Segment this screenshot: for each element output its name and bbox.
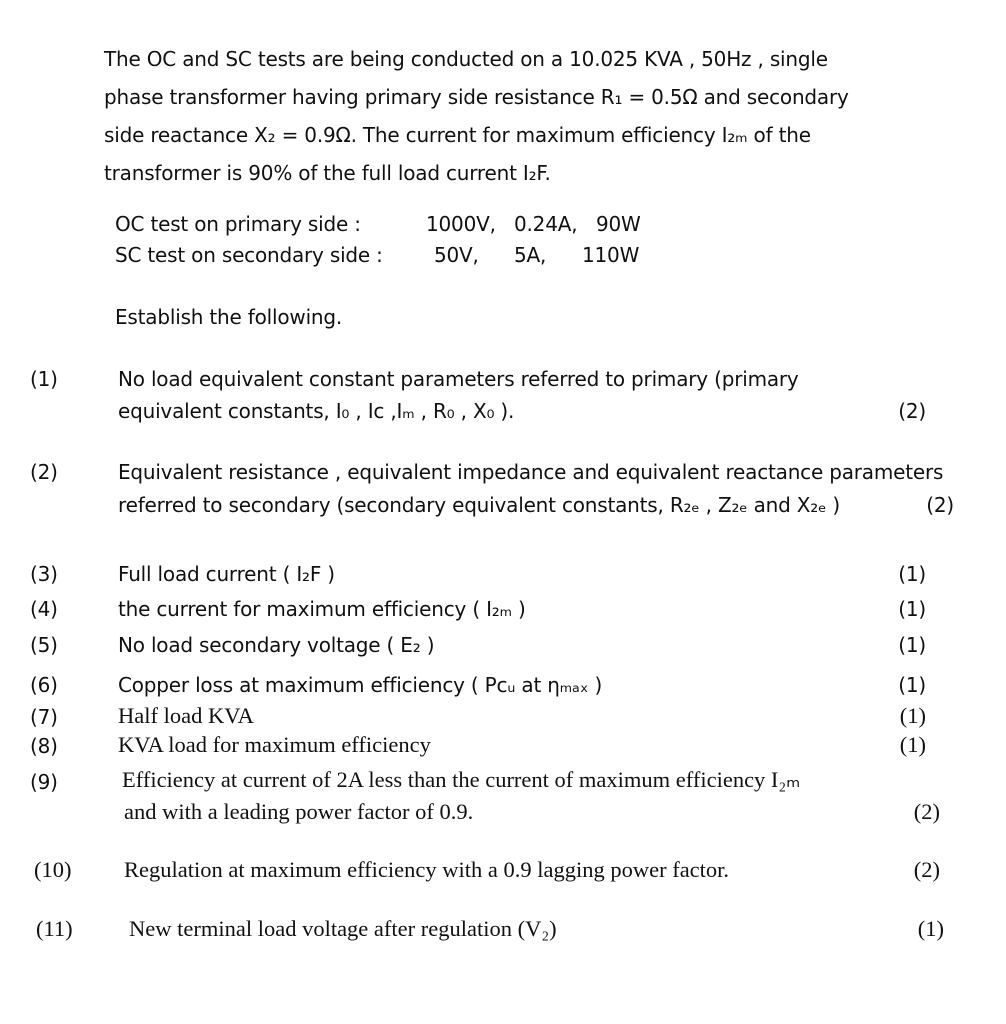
question-text: equivalent constants, I₀ , Iᴄ ,Iₘ , R₀ , X₀ ). (118, 399, 515, 423)
intro-line: The OC and SC tests are being conducted on a 10.025 KVA , 50Hz , single (104, 47, 828, 71)
question-number: (5) (30, 633, 58, 657)
oc-power: 90W (596, 212, 641, 236)
question-number: (4) (30, 597, 58, 621)
question-marks: (1) (917, 916, 944, 941)
question-text: Efficiency at current of 2A less than the current of maximum efficiency I₂ₘ (122, 767, 801, 792)
question-number: (8) (30, 734, 58, 758)
question-marks: (2) (926, 493, 954, 517)
question-text: Half load KVA (118, 703, 254, 728)
question-marks: (2) (913, 857, 940, 882)
question-marks: (1) (898, 633, 926, 657)
question-text: Regulation at maximum efficiency with a 0.9 lagging power factor. (124, 857, 730, 882)
question-text: New terminal load voltage after regulation (V₂) (129, 916, 557, 941)
question-marks: (2) (913, 799, 940, 824)
question-number: (10) (34, 857, 72, 882)
question-marks: (1) (898, 673, 926, 697)
question-text: and with a leading power factor of 0.9. (124, 799, 474, 824)
question-number: (2) (30, 460, 58, 484)
intro-line: phase transformer having primary side resistance R₁ = 0.5Ω and secondary (104, 85, 849, 109)
question-text: KVA load for maximum efficiency (118, 732, 431, 757)
question-number: (7) (30, 705, 58, 729)
question-text: No load secondary voltage ( E₂ ) (118, 633, 435, 657)
question-text: the current for maximum efficiency ( I₂ₘ ) (118, 597, 526, 621)
oc-voltage: 1000V, (426, 212, 496, 236)
sc-current: 5A, (514, 243, 547, 267)
question-marks: (1) (899, 703, 926, 728)
oc-current: 0.24A, (514, 212, 578, 236)
question-marks: (1) (898, 597, 926, 621)
sc-voltage: 50V, (434, 243, 479, 267)
question-marks: (2) (898, 399, 926, 423)
question-number: (9) (30, 770, 58, 794)
problem-statement (104, 40, 904, 192)
intro-line: transformer is 90% of the full load current I₂F. (104, 161, 551, 185)
question-text: Copper loss at maximum efficiency ( Pᴄᵤ at ηₘₐₓ ) (118, 673, 603, 697)
question-number: (3) (30, 562, 58, 586)
question-text: Full load current ( I₂F ) (118, 562, 335, 586)
question-marks: (1) (898, 562, 926, 586)
sc-test-label: SC test on secondary side : (115, 243, 383, 267)
question-marks: (1) (899, 732, 926, 757)
question-number: (1) (30, 367, 58, 391)
establish-heading: Establish the following. (115, 305, 343, 329)
question-text: Equivalent resistance , equivalent impedance and equivalent reactance parameters (118, 460, 944, 484)
question-number: (6) (30, 673, 58, 697)
question-text: referred to secondary (secondary equivalent constants, R₂ₑ , Z₂ₑ and X₂ₑ ) (118, 493, 840, 517)
oc-test-label: OC test on primary side : (115, 212, 361, 236)
sc-power: 110W (582, 243, 640, 267)
question-number: (11) (36, 916, 73, 941)
question-text: No load equivalent constant parameters referred to primary (primary (118, 367, 799, 391)
intro-line: side reactance X₂ = 0.9Ω. The current for maximum efficiency I₂ₘ of the (104, 123, 811, 147)
